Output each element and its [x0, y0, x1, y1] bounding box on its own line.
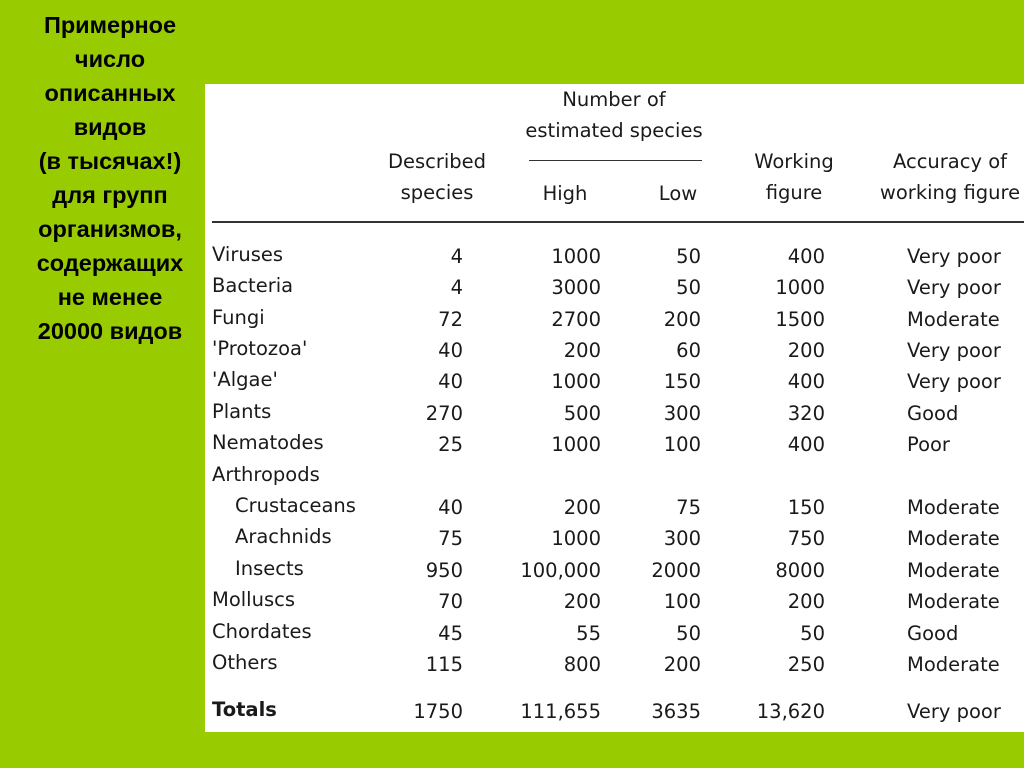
accuracy-cell: Moderate: [907, 590, 1000, 613]
title-line: не менее: [57, 284, 163, 310]
low-header: Low: [658, 182, 698, 205]
accuracy-cell: Moderate: [907, 527, 1000, 550]
working-cell: 150: [787, 496, 825, 519]
working-cell: 8000: [775, 559, 825, 582]
working-cell: 50: [800, 622, 825, 645]
accuracy-cell: Very poor: [907, 245, 1001, 268]
title-line: описанных: [44, 80, 176, 106]
header-line: figure: [765, 181, 823, 204]
described-cell: 950: [425, 559, 463, 582]
working-cell: 400: [787, 433, 825, 456]
accuracy-cell: Good: [907, 402, 959, 425]
high-cell: 200: [563, 590, 601, 613]
low-cell: 300: [663, 402, 701, 425]
row-label: Others: [212, 651, 278, 674]
described-cell: 45: [438, 622, 463, 645]
header-line: Described: [387, 150, 487, 173]
described-cell: 4: [450, 245, 463, 268]
high-cell: 800: [563, 653, 601, 676]
header-line: working figure: [879, 181, 1021, 204]
title-line: содержащих: [36, 250, 184, 276]
header-group-rule: [529, 160, 702, 161]
header-rule: [212, 221, 1024, 223]
low-cell: 2000: [651, 559, 701, 582]
high-cell: 500: [563, 402, 601, 425]
working-cell: 400: [787, 245, 825, 268]
working-figure-header: [739, 146, 849, 208]
row-label: Chordates: [212, 620, 312, 643]
working-cell: 250: [787, 653, 825, 676]
title-line: Примерное: [43, 12, 177, 38]
accuracy-cell: Poor: [907, 433, 950, 456]
described-cell: 75: [438, 527, 463, 550]
title-line: для групп: [52, 182, 168, 208]
low-cell: 100: [663, 590, 701, 613]
estimated-species-header: [519, 84, 709, 146]
high-cell: 200: [563, 339, 601, 362]
species-table: [205, 84, 1024, 732]
high-cell: 200: [563, 496, 601, 519]
working-cell: 200: [787, 590, 825, 613]
accuracy-cell: Very poor: [907, 370, 1001, 393]
high-cell: 1000: [551, 245, 601, 268]
row-label: Nematodes: [212, 431, 324, 454]
row-label: Crustaceans: [235, 494, 356, 517]
row-label: Arachnids: [235, 525, 332, 548]
row-label: Molluscs: [212, 588, 295, 611]
accuracy-cell: Moderate: [907, 308, 1000, 331]
accuracy-cell: Moderate: [907, 559, 1000, 582]
described-cell: 40: [438, 496, 463, 519]
low-cell: 50: [676, 245, 701, 268]
slide-title: [18, 8, 202, 348]
header-line: estimated species: [525, 119, 703, 142]
low-cell: 150: [663, 370, 701, 393]
accuracy-header: [877, 146, 1023, 208]
accuracy-cell: Very poor: [907, 339, 1001, 362]
low-cell: 200: [663, 308, 701, 331]
high-cell: 1000: [551, 370, 601, 393]
row-label: 'Algae': [212, 368, 278, 391]
high-cell: 100,000: [520, 559, 601, 582]
header-line: Working: [754, 150, 834, 173]
title-line: 20000 видов: [37, 318, 183, 344]
accuracy-cell: Moderate: [907, 496, 1000, 519]
high-header: High: [542, 182, 588, 205]
row-label: Arthropods: [212, 463, 320, 486]
low-cell: 50: [676, 622, 701, 645]
working-cell: 400: [787, 370, 825, 393]
described-cell: 70: [438, 590, 463, 613]
low-cell: 200: [663, 653, 701, 676]
header-line: Accuracy of: [892, 150, 1008, 173]
title-line: организмов,: [38, 216, 182, 242]
working-cell: 1000: [775, 276, 825, 299]
title-line: видов: [73, 114, 147, 140]
title-line: число: [74, 46, 146, 72]
low-total: 3635: [651, 700, 701, 723]
accuracy-cell: Good: [907, 622, 959, 645]
described-cell: 270: [425, 402, 463, 425]
working-cell: 320: [787, 402, 825, 425]
described-cell: 115: [425, 653, 463, 676]
header-line: species: [400, 181, 474, 204]
row-label: 'Protozoa': [212, 337, 308, 360]
high-cell: 2700: [551, 308, 601, 331]
low-cell: 60: [676, 339, 701, 362]
accuracy-cell: Moderate: [907, 653, 1000, 676]
described-cell: 40: [438, 339, 463, 362]
described-cell: 72: [438, 308, 463, 331]
low-cell: 50: [676, 276, 701, 299]
row-label: Viruses: [212, 243, 284, 266]
low-cell: 300: [663, 527, 701, 550]
row-label: Insects: [235, 557, 304, 580]
working-cell: 750: [787, 527, 825, 550]
high-cell: 3000: [551, 276, 601, 299]
totals-label: Totals: [212, 698, 277, 721]
high-total: 111,655: [520, 700, 601, 723]
described-cell: 25: [438, 433, 463, 456]
row-label: Plants: [212, 400, 272, 423]
working-cell: 200: [787, 339, 825, 362]
high-cell: 1000: [551, 433, 601, 456]
working-cell: 1500: [775, 308, 825, 331]
low-cell: 75: [676, 496, 701, 519]
high-cell: 1000: [551, 527, 601, 550]
low-cell: 100: [663, 433, 701, 456]
title-line: (в тысячах!): [38, 148, 182, 174]
described-cell: 4: [450, 276, 463, 299]
described-species-header: [377, 146, 497, 208]
header-line: Number of: [562, 88, 666, 111]
row-label: Bacteria: [212, 274, 294, 297]
high-cell: 55: [576, 622, 601, 645]
working-total: 13,620: [756, 700, 825, 723]
accuracy-total: Very poor: [907, 700, 1001, 723]
described-total: 1750: [413, 700, 463, 723]
accuracy-cell: Very poor: [907, 276, 1001, 299]
described-cell: 40: [438, 370, 463, 393]
row-label: Fungi: [212, 306, 265, 329]
